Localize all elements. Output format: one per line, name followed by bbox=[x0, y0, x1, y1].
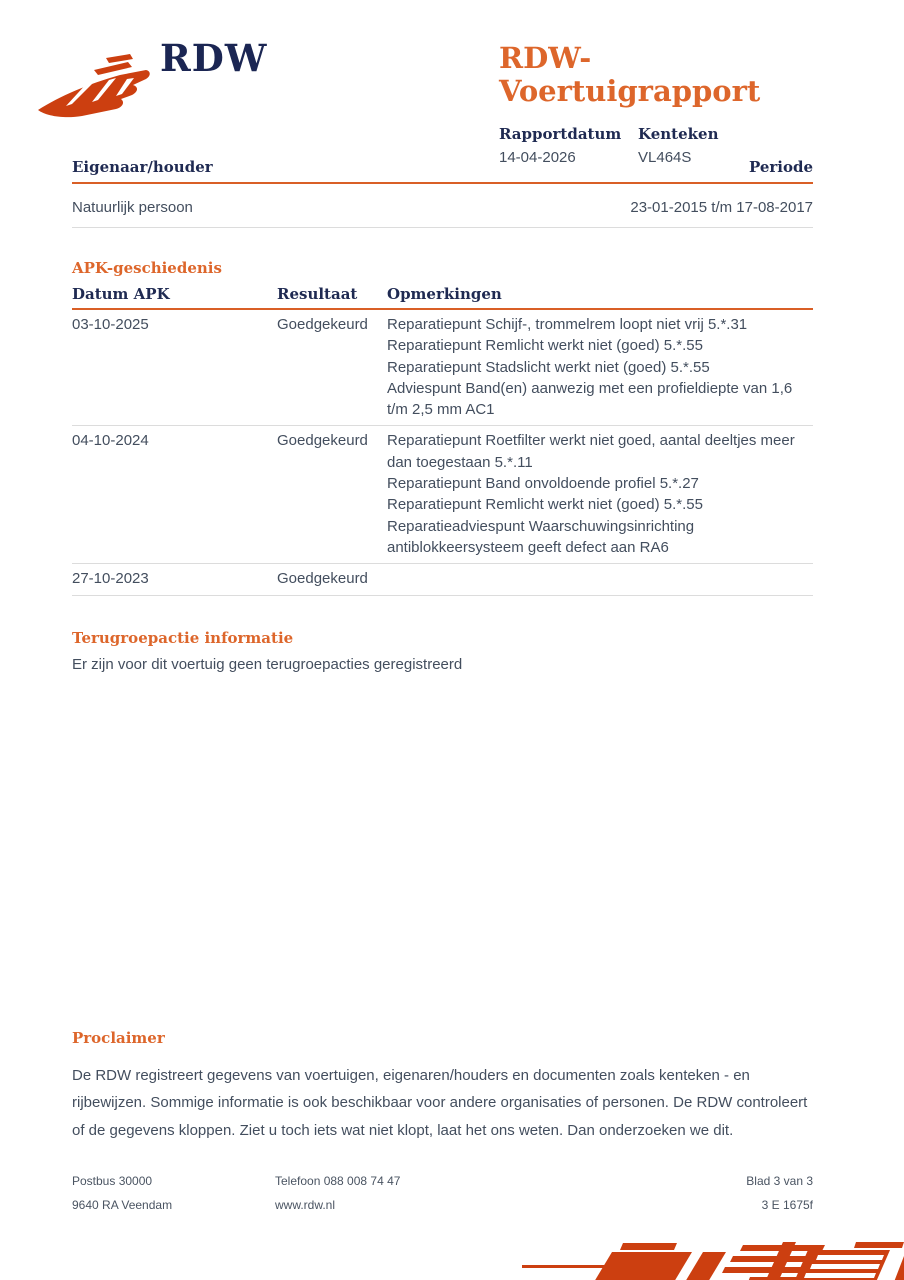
owner-section-header bbox=[72, 158, 813, 184]
apk-result-cell: Goedgekeurd bbox=[277, 570, 368, 588]
recall-section bbox=[72, 629, 813, 673]
apk-remark-line: Reparatiepunt Band onvoldoende profiel 5.*.27 bbox=[387, 475, 699, 493]
apk-col-remarks: Opmerkingen bbox=[387, 285, 502, 303]
apk-remark-line: Reparatiepunt Remlicht werkt niet (goed) 5.*.55 bbox=[387, 337, 703, 355]
proclaimer-section bbox=[72, 1029, 813, 1145]
speed-stripes-icon bbox=[522, 1242, 904, 1280]
apk-table-row bbox=[72, 310, 813, 426]
owner-section bbox=[72, 158, 813, 228]
footer-city: 9640 RA Veendam bbox=[72, 1198, 173, 1212]
license-plate-value: VL464S bbox=[638, 148, 692, 166]
apk-remark-line: Reparatiepunt Schijf-, trommelrem loopt niet vrij 5.*.31 bbox=[387, 316, 748, 333]
period-heading: Periode bbox=[748, 158, 813, 176]
apk-date-cell: 04-10-2024 bbox=[72, 432, 149, 450]
apk-table-header bbox=[72, 285, 813, 310]
owner-heading: Eigenaar/houder bbox=[72, 158, 213, 176]
apk-table bbox=[72, 285, 813, 596]
footer-doc-code: 3 E 1675f bbox=[761, 1198, 813, 1212]
apk-remarks-cell bbox=[387, 430, 813, 558]
apk-remarks-cell bbox=[387, 568, 813, 589]
owner-period: 23-01-2015 t/m 17-08-2017 bbox=[630, 199, 813, 216]
owner-row bbox=[72, 184, 813, 228]
footer-page-number: Blad 3 van 3 bbox=[746, 1174, 813, 1188]
apk-remark-line: Reparatiepunt Stadslicht werkt niet (goed) 5.*.55 bbox=[387, 358, 710, 376]
apk-remark-line: Adviespunt Band(en) aanwezig met een profieldiepte van 1,6 t/m 2,5 mm AC1 bbox=[387, 379, 793, 419]
apk-remark-line: Reparatiepunt Roetfilter werkt niet goed, aantal deeltjes meer dan toegestaan 5.*.11 bbox=[387, 432, 795, 471]
apk-table-row bbox=[72, 564, 813, 595]
apk-table-row bbox=[72, 426, 813, 564]
apk-remark-line: Reparatiepunt Remlicht werkt niet (goed) 5.*.55 bbox=[387, 496, 703, 514]
apk-result-cell: Goedgekeurd bbox=[277, 316, 368, 333]
owner-name: Natuurlijk persoon bbox=[72, 199, 193, 216]
rdw-logo-wordmark: RDW bbox=[160, 36, 268, 80]
proclaimer-heading: Proclaimer bbox=[72, 1028, 165, 1047]
footer-address bbox=[72, 1169, 275, 1217]
footer-contact bbox=[275, 1169, 746, 1217]
footer-phone: Telefoon 088 008 74 47 bbox=[275, 1174, 401, 1188]
apk-date-cell: 03-10-2025 bbox=[72, 316, 149, 333]
apk-remarks-cell bbox=[387, 314, 813, 420]
apk-result-cell: Goedgekeurd bbox=[277, 432, 368, 450]
apk-date-cell: 27-10-2023 bbox=[72, 570, 149, 588]
license-plate-label: Kenteken bbox=[638, 124, 719, 143]
apk-col-date: Datum APK bbox=[72, 285, 170, 303]
apk-history-section bbox=[72, 259, 813, 596]
apk-remark-line: Reparatieadviespunt Waarschuwingsinrichting antiblokkeersysteem geeft defect aan RA6 bbox=[387, 517, 695, 556]
apk-col-result: Resultaat bbox=[277, 285, 358, 303]
page-title: RDW-Voertuigrapport bbox=[499, 41, 761, 109]
footer-website: www.rdw.nl bbox=[275, 1198, 336, 1212]
apk-heading: APK-geschiedenis bbox=[72, 259, 222, 277]
apk-table-body bbox=[72, 310, 813, 596]
report-date-value: 14-04-2026 bbox=[499, 148, 576, 166]
report-date-label: Rapportdatum bbox=[499, 124, 622, 143]
recall-heading: Terugroepactie informatie bbox=[72, 628, 294, 647]
report-body bbox=[72, 0, 813, 1144]
footer-postbus: Postbus 30000 bbox=[72, 1174, 153, 1188]
page-footer bbox=[72, 1169, 813, 1217]
proclaimer-text: De RDW registreert gegevens van voertuigen, eigenaren/houders en documenten zoals kenteken - en rijbewijzen. Sommige informatie is ook beschikbaar voor andere organisaties of personen. De RDW controleert of de gegevens kloppen. Ziet u toch iets wat niet klopt, laat het ons weten. Dan onderzoeken we dit. bbox=[72, 1066, 808, 1139]
recall-text: Er zijn voor dit voertuig geen terugroepacties geregistreerd bbox=[72, 655, 463, 673]
footer-pagination bbox=[746, 1169, 813, 1217]
